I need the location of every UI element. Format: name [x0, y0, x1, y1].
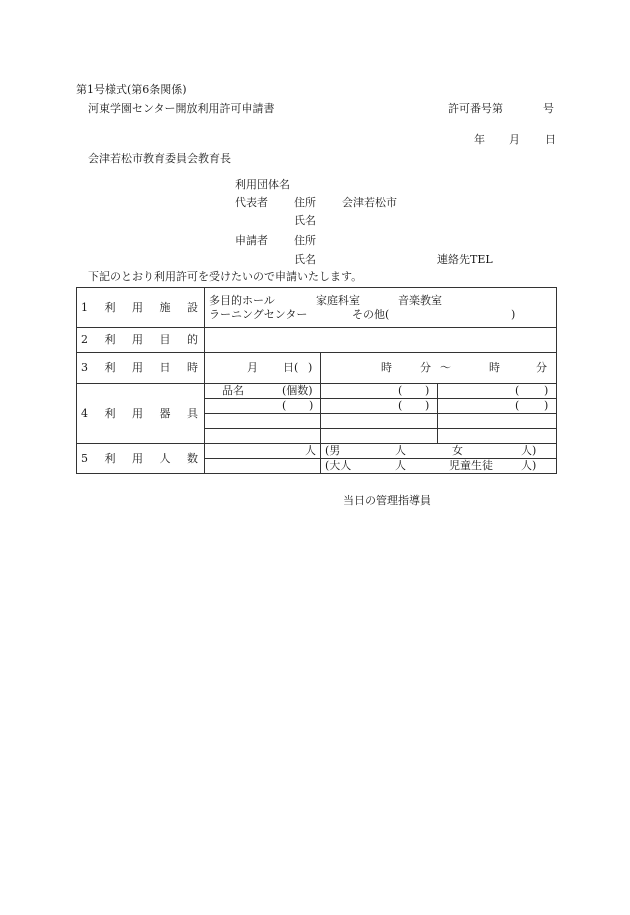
people-char-3: 人: [159, 451, 171, 465]
qty-paren-open: (: [282, 399, 287, 412]
date-day-label: 日(: [283, 361, 299, 374]
people-gender-cell[interactable]: [321, 444, 557, 459]
people-total-cell[interactable]: [205, 444, 321, 459]
people-char-1: 利: [104, 451, 116, 465]
female-label: 女: [452, 444, 463, 457]
facility-num: 1: [81, 300, 88, 314]
row-datetime: [77, 353, 557, 384]
facility-char-4: 設: [187, 300, 198, 314]
contact-tel-label: 連絡先TEL: [437, 253, 493, 266]
qty-paren-close: ): [425, 399, 430, 412]
end-hour-label: 時: [489, 361, 500, 374]
time-input-cell[interactable]: [321, 353, 557, 384]
permit-number-suffix: 号: [543, 102, 554, 115]
facility-option-other[interactable]: その他(: [352, 308, 390, 321]
end-minute-label: 分: [536, 361, 547, 374]
qty-paren-open: (: [398, 399, 403, 412]
child-label: 児童生徒: [449, 459, 493, 472]
datetime-char-2: 用: [132, 361, 143, 374]
equipment-cell-4-3[interactable]: [438, 429, 557, 444]
equipment-qty-label: (個数): [282, 384, 313, 397]
date-input-cell[interactable]: [205, 353, 321, 384]
equipment-cell-1-2[interactable]: [321, 384, 438, 399]
datetime-char-1: 利: [104, 361, 116, 374]
qty-paren-close: ): [544, 399, 549, 412]
adult-label: (大人: [325, 459, 352, 472]
equipment-char-2: 用: [132, 406, 143, 420]
representative-address-label: 住所: [294, 196, 316, 209]
equipment-cell-2-1[interactable]: [205, 399, 321, 414]
facility-char-1: 利: [104, 300, 116, 314]
date-month-label: 月: [247, 361, 258, 374]
facility-char-3: 施: [159, 300, 171, 314]
male-unit: 人: [395, 444, 406, 457]
date-year: 年: [474, 133, 485, 146]
row-people-1: [77, 444, 557, 459]
equipment-cell-1-3[interactable]: [438, 384, 557, 399]
applicant-label: 申請者: [235, 234, 268, 247]
equipment-cell-3-3[interactable]: [438, 414, 557, 429]
facility-option-home-economics-room[interactable]: 家庭科室: [316, 294, 360, 307]
facility-char-2: 用: [132, 300, 143, 314]
facility-options-cell[interactable]: [205, 288, 557, 328]
start-hour-label: 時: [381, 361, 392, 374]
equipment-cell-3-2[interactable]: [321, 414, 438, 429]
date-day: 日: [545, 133, 556, 146]
facility-option-other-close: ): [511, 308, 516, 321]
form-title: 河東学園センター開放利用許可申請書: [88, 102, 275, 115]
people-label-cell: [77, 444, 205, 474]
equipment-char-4: 具: [187, 406, 198, 420]
facility-option-music-room[interactable]: 音楽教室: [398, 294, 442, 307]
equipment-char-1: 利: [104, 406, 116, 420]
equipment-cell-3-1[interactable]: [205, 414, 321, 429]
people-num: 5: [81, 451, 88, 465]
permit-number-prefix: 許可番号第: [448, 102, 503, 115]
equipment-cell-4-2[interactable]: [321, 429, 438, 444]
start-minute-label: 分: [420, 361, 431, 374]
row-purpose: [77, 328, 557, 353]
adult-unit: 人: [395, 459, 406, 472]
intro-text: 下記のとおり利用許可を受けたいので申請いたします。: [88, 270, 363, 283]
applicant-address-label: 住所: [294, 234, 316, 247]
qty-paren-close: ): [425, 384, 430, 397]
addressee: 会津若松市教育委員会教育長: [88, 152, 231, 165]
qty-paren-open: (: [515, 384, 520, 397]
purpose-char-2: 用: [132, 333, 143, 346]
representative-name-label: 氏名: [294, 214, 316, 227]
purpose-num: 2: [81, 333, 88, 346]
purpose-char-3: 目: [159, 333, 171, 346]
datetime-char-3: 日: [159, 361, 171, 374]
representative-label: 代表者: [235, 196, 268, 209]
qty-paren-close: ): [309, 399, 314, 412]
application-table: [76, 287, 557, 474]
row-equipment-1: [77, 384, 557, 399]
datetime-num: 3: [81, 361, 88, 374]
form-number: 第1号様式(第6条関係): [76, 83, 187, 96]
applicant-name-label: 氏名: [294, 253, 316, 266]
datetime-char-4: 時: [187, 361, 198, 374]
equipment-cell-1-1[interactable]: [205, 384, 321, 399]
purpose-char-1: 利: [104, 333, 116, 346]
group-name-label: 利用団体名: [235, 178, 290, 191]
time-range-tilde: 〜: [440, 361, 451, 374]
facility-label-cell: [77, 288, 205, 328]
qty-paren-open: (: [515, 399, 520, 412]
equipment-char-3: 器: [159, 406, 171, 420]
people-char-2: 用: [132, 451, 143, 465]
purpose-input-cell[interactable]: [205, 328, 557, 353]
equipment-num: 4: [81, 406, 88, 420]
child-unit: 人): [521, 459, 537, 472]
row-facility: [77, 288, 557, 328]
equipment-cell-2-3[interactable]: [438, 399, 557, 414]
datetime-label-cell: [77, 353, 205, 384]
male-label: (男: [325, 444, 341, 457]
date-month: 月: [509, 133, 520, 146]
equipment-cell-2-2[interactable]: [321, 399, 438, 414]
people-age-cell[interactable]: [321, 459, 557, 474]
qty-paren-close: ): [544, 384, 549, 397]
qty-paren-open: (: [398, 384, 403, 397]
facility-option-learning-center[interactable]: ラーニングセンター: [209, 308, 308, 321]
people-char-4: 数: [187, 451, 198, 465]
female-unit: 人): [521, 444, 537, 457]
supervisor-label: 当日の管理指導員: [343, 494, 431, 507]
representative-address-value: 会津若松市: [342, 196, 397, 209]
purpose-label-cell: [77, 328, 205, 353]
date-day-close: ): [308, 361, 313, 374]
facility-option-multipurpose-hall[interactable]: 多目的ホール: [209, 294, 275, 307]
people-blank-cell[interactable]: [205, 459, 321, 474]
purpose-char-4: 的: [187, 333, 198, 346]
equipment-label-cell: [77, 384, 205, 444]
equipment-item-label: 品名: [222, 384, 244, 397]
equipment-cell-4-1[interactable]: [205, 429, 321, 444]
people-total-unit: 人: [305, 444, 316, 457]
